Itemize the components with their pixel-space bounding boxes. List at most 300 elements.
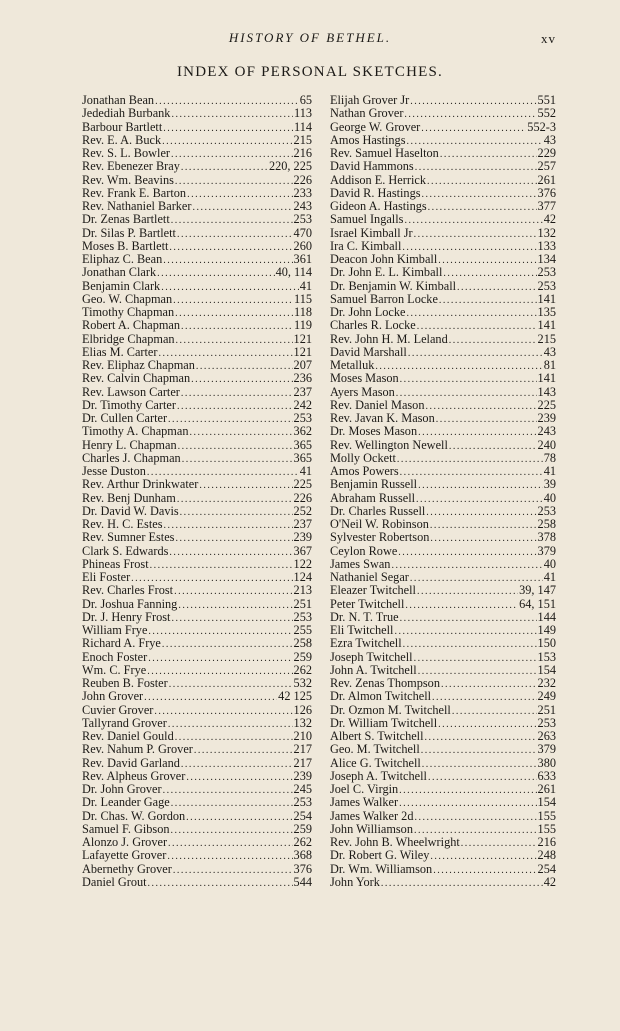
- entry-page: 132: [293, 715, 312, 730]
- entry-name: David R. Hastings: [330, 185, 421, 200]
- dot-leader: [148, 625, 292, 638]
- index-entry: [330, 160, 556, 173]
- entry-page: 361: [293, 252, 312, 266]
- dot-leader: [178, 440, 293, 453]
- dot-leader: [430, 519, 537, 532]
- entry-name: Ceylon Rowe: [330, 543, 398, 558]
- index-entry: [82, 836, 312, 849]
- entry-name: Eleazer Twitchell: [330, 583, 416, 598]
- dot-leader: [175, 307, 293, 320]
- dot-leader: [461, 837, 537, 850]
- entry-name: John A. Twitchell: [330, 662, 417, 677]
- entry-name: George W. Grover: [330, 119, 421, 134]
- entry-name: Moses B. Bartlett: [82, 238, 169, 253]
- entry-page: 253: [537, 503, 556, 518]
- entry-name: Deacon John Kimball: [330, 252, 438, 266]
- index-entry: [330, 863, 556, 876]
- index-entry: [82, 121, 312, 134]
- entry-page: 257: [537, 159, 556, 174]
- index-entry: [82, 293, 312, 306]
- dot-leader: [181, 161, 268, 174]
- index-entry: [330, 545, 556, 558]
- dot-leader: [443, 267, 536, 280]
- dot-leader: [408, 347, 543, 360]
- index-entry: [82, 743, 312, 756]
- entry-page: 237: [293, 384, 312, 399]
- entry-name: Dr. Zenas Bartlett: [82, 212, 170, 227]
- dot-leader: [191, 373, 292, 386]
- dot-leader: [162, 135, 292, 148]
- dot-leader: [171, 612, 292, 625]
- entry-page: 115: [294, 291, 312, 306]
- dot-leader: [398, 546, 536, 559]
- entry-name: O'Neil W. Robinson: [330, 517, 429, 531]
- index-column-left: [82, 94, 312, 889]
- entry-page: 633: [537, 768, 556, 783]
- entry-page: 225: [293, 477, 312, 492]
- index-entry: [82, 796, 312, 809]
- entry-name: Rev. Sumner Estes: [82, 530, 175, 545]
- dot-leader: [163, 254, 292, 267]
- entry-page: 260: [293, 238, 312, 253]
- entry-page: 78: [543, 450, 556, 465]
- entry-page: 253: [293, 609, 312, 624]
- entry-name: Jonathan Clark: [82, 265, 157, 280]
- index-entry: [330, 637, 556, 650]
- entry-page: 252: [293, 503, 312, 518]
- entry-page: 263: [537, 729, 556, 743]
- index-entry: [82, 134, 312, 147]
- entry-page: 43: [543, 344, 556, 359]
- index-entry: [330, 240, 556, 253]
- dot-leader: [193, 201, 293, 214]
- entry-name: Timothy A. Chapman: [82, 424, 189, 439]
- entry-name: Rev. Arthur Drinkwater: [82, 477, 199, 492]
- entry-page: 149: [537, 623, 556, 637]
- index-entry: [82, 651, 312, 664]
- entry-name: William Frye: [82, 623, 148, 637]
- entry-name: Samuel Ingalls: [330, 212, 404, 227]
- entry-name: Phineas Frost: [82, 556, 149, 571]
- entry-page: 64, 151: [519, 596, 556, 611]
- dot-leader: [173, 864, 293, 877]
- entry-page: 41: [299, 464, 312, 478]
- entry-page: 39, 147: [519, 583, 556, 598]
- running-head: [0, 30, 620, 48]
- entry-name: Molly Ockett: [330, 450, 396, 465]
- index-entry: [82, 690, 312, 703]
- entry-page: 253: [537, 278, 556, 293]
- entry-page: 216: [537, 835, 556, 849]
- index-entry: [82, 107, 312, 120]
- entry-name: Ayers Mason: [330, 384, 395, 399]
- index-entry: [82, 677, 312, 690]
- index-entry: [330, 372, 556, 385]
- index-column-right: [330, 94, 556, 889]
- entry-name: Rev. Charles Frost: [82, 583, 174, 598]
- index-entry: [82, 412, 312, 425]
- entry-page: 261: [537, 782, 556, 796]
- entry-name: Lafayette Grover: [82, 848, 167, 863]
- dot-leader: [168, 837, 293, 850]
- entry-page: 376: [293, 861, 312, 876]
- entry-name: Dr. Almon Twitchell: [330, 689, 432, 704]
- dot-leader: [399, 784, 536, 797]
- entry-page: 39: [543, 477, 556, 492]
- index-entry: [330, 783, 556, 796]
- index-entry: [82, 253, 312, 266]
- index-entry: [330, 266, 556, 279]
- index-entry: [330, 452, 556, 465]
- entry-page: 365: [293, 437, 312, 452]
- entry-name: Rev. Ebenezer Bray: [82, 159, 180, 174]
- entry-name: Albert S. Twitchell: [330, 729, 424, 743]
- index-entry: [82, 783, 312, 796]
- index-entry: [82, 333, 312, 346]
- index-entry: [82, 757, 312, 770]
- entry-name: Charles R. Locke: [330, 318, 416, 333]
- index-entry: [82, 863, 312, 876]
- entry-page: 126: [293, 702, 312, 717]
- dot-leader: [171, 797, 293, 810]
- entry-name: Jonathan Bean: [82, 93, 155, 107]
- index-entry: [330, 810, 556, 823]
- dot-leader: [189, 426, 292, 439]
- dot-leader: [163, 122, 293, 135]
- entry-name: Clark S. Edwards: [82, 543, 169, 558]
- dot-leader: [410, 95, 536, 108]
- entry-name: Rev. S. L. Bowler: [82, 146, 171, 160]
- entry-page: 215: [293, 132, 312, 147]
- index-entry: [330, 518, 556, 531]
- index-entry: [82, 571, 312, 584]
- dot-leader: [417, 585, 518, 598]
- entry-name: Rev. Javan K. Mason: [330, 411, 435, 425]
- entry-name: Israel Kimball Jr: [330, 225, 413, 240]
- entry-page: 261: [537, 172, 556, 187]
- entry-page: 144: [537, 609, 556, 624]
- entry-name: Rev. Wm. Beavins: [82, 172, 174, 187]
- entry-name: Dr. John E. L. Kimball: [330, 265, 443, 280]
- entry-name: Joel C. Virgin: [330, 782, 399, 796]
- index-entry: [330, 346, 556, 359]
- entry-page: 65: [299, 93, 312, 107]
- entry-page: 253: [293, 411, 312, 425]
- dot-leader: [452, 705, 537, 718]
- index-entry: [330, 200, 556, 213]
- index-entry: [82, 704, 312, 717]
- dot-leader: [438, 718, 536, 731]
- entry-page: 237: [293, 517, 312, 531]
- entry-page: 253: [293, 795, 312, 810]
- entry-page: 255: [293, 623, 312, 637]
- entry-name: Abernethy Grover: [82, 861, 172, 876]
- entry-page: 119: [294, 318, 312, 333]
- index-entry: [330, 333, 556, 346]
- entry-page: 367: [293, 543, 312, 558]
- entry-name: James Walker 2d: [330, 808, 414, 823]
- page-number: xv: [541, 31, 556, 46]
- index-entry: [330, 253, 556, 266]
- dot-leader: [148, 652, 292, 665]
- index-entry: [82, 505, 312, 518]
- index-entry: [330, 690, 556, 703]
- index-entry: [330, 187, 556, 200]
- dot-leader: [404, 108, 536, 121]
- dot-leader: [433, 864, 536, 877]
- index-entry: [82, 346, 312, 359]
- entry-page: 40: [543, 490, 556, 505]
- index-entry: [82, 730, 312, 743]
- dot-leader: [181, 320, 293, 333]
- dot-leader: [177, 493, 293, 506]
- entry-name: James Walker: [330, 795, 399, 810]
- entry-page: 220, 225: [268, 159, 312, 174]
- entry-name: Dr. Cullen Carter: [82, 411, 168, 425]
- dot-leader: [182, 453, 293, 466]
- dot-leader: [177, 228, 293, 241]
- dot-leader: [441, 678, 537, 691]
- dot-leader: [457, 281, 537, 294]
- dot-leader: [427, 175, 537, 188]
- dot-leader: [440, 148, 537, 161]
- entry-page: 134: [537, 252, 556, 266]
- entry-name: Geo. W. Chapman: [82, 291, 173, 306]
- index-entry: [82, 200, 312, 213]
- dot-leader: [400, 373, 537, 386]
- entry-name: Alonzo J. Grover: [82, 835, 168, 849]
- index-entry: [330, 730, 556, 743]
- entry-name: Rev. Calvin Chapman: [82, 371, 191, 386]
- entry-name: Abraham Russell: [330, 490, 416, 505]
- entry-page: 379: [537, 543, 556, 558]
- index-entry: [82, 849, 312, 862]
- index-entry: [330, 717, 556, 730]
- entry-page: 253: [293, 212, 312, 227]
- entry-name: Rev. Wellington Newell: [330, 437, 448, 452]
- index-entry: [330, 121, 556, 134]
- entry-name: Eli Twitchell: [330, 623, 394, 637]
- entry-page: 210: [293, 729, 312, 743]
- entry-page: 42: [543, 212, 556, 227]
- entry-name: Dr. Silas P. Bartlett: [82, 225, 176, 240]
- entry-name: Sylvester Robertson: [330, 530, 430, 545]
- entry-page: 254: [293, 808, 312, 823]
- entry-page: 141: [537, 318, 556, 333]
- entry-page: 262: [293, 662, 312, 677]
- dot-leader: [406, 307, 536, 320]
- dot-leader: [449, 334, 537, 347]
- entry-name: Dr. Moses Mason: [330, 424, 418, 439]
- entry-page: 251: [293, 596, 312, 611]
- dot-leader: [150, 559, 293, 572]
- entry-page: 262: [293, 835, 312, 849]
- index-entry: [330, 704, 556, 717]
- entry-name: Joseph Twitchell: [330, 649, 413, 664]
- entry-page: 133: [537, 238, 556, 253]
- dot-leader: [397, 453, 543, 466]
- dot-leader: [414, 228, 537, 241]
- entry-name: Rev. E. A. Buck: [82, 132, 162, 147]
- entry-name: Amos Hastings: [330, 132, 406, 147]
- dot-leader: [176, 334, 293, 347]
- entry-page: 248: [537, 848, 556, 863]
- entry-page: 41: [543, 464, 556, 478]
- entry-name: Peter Twitchell: [330, 596, 405, 611]
- entry-page: 245: [293, 782, 312, 796]
- entry-name: Charles J. Chapman: [82, 450, 181, 465]
- dot-leader: [403, 638, 537, 651]
- entry-page: 154: [537, 795, 556, 810]
- entry-page: 376: [537, 185, 556, 200]
- index-entry: [330, 664, 556, 677]
- entry-name: Samuel Barron Locke: [330, 291, 438, 306]
- entry-name: James Swan: [330, 556, 391, 571]
- dot-leader: [180, 506, 293, 519]
- entry-page: 532: [293, 676, 312, 690]
- entry-name: Alice G. Twitchell: [330, 755, 421, 770]
- entry-page: 143: [537, 384, 556, 399]
- entry-page: 259: [293, 649, 312, 664]
- dot-leader: [425, 731, 537, 744]
- index-entry: [82, 823, 312, 836]
- entry-page: 377: [537, 199, 556, 213]
- index-entry: [82, 558, 312, 571]
- entry-page: 43: [543, 132, 556, 147]
- entry-name: Geo. M. Twitchell: [330, 742, 420, 757]
- index-entry: [82, 425, 312, 438]
- entry-name: Jesse Duston: [82, 464, 146, 478]
- dot-leader: [422, 188, 537, 201]
- entry-page: 225: [537, 397, 556, 412]
- index-entry: [330, 306, 556, 319]
- entry-name: John Grover: [82, 689, 144, 704]
- entry-page: 239: [293, 768, 312, 783]
- index-entry: [330, 107, 556, 120]
- index-entry: [330, 876, 556, 889]
- index-entry: [330, 293, 556, 306]
- index-entry: [82, 94, 312, 107]
- index-entry: [82, 160, 312, 173]
- entry-page: 240: [537, 437, 556, 452]
- entry-page: 368: [293, 848, 312, 863]
- entry-name: Amos Powers: [330, 464, 399, 478]
- index-entry: [82, 465, 312, 478]
- entry-page: 132: [537, 225, 556, 240]
- index-entry: [82, 399, 312, 412]
- dot-leader: [161, 281, 298, 294]
- entry-name: Rev. John H. M. Leland: [330, 331, 448, 346]
- dot-leader: [381, 877, 543, 890]
- entry-name: Moses Mason: [330, 371, 399, 386]
- index-entry: [330, 598, 556, 611]
- entry-name: Addison E. Herrick: [330, 172, 426, 187]
- dot-leader: [415, 161, 537, 174]
- entry-name: Rev. Daniel Mason: [330, 397, 425, 412]
- entry-name: Dr. David W. Davis: [82, 503, 179, 518]
- dot-leader: [169, 546, 292, 559]
- entry-name: Joseph A. Twitchell: [330, 768, 427, 783]
- dot-leader: [426, 506, 536, 519]
- entry-page: 113: [294, 106, 312, 121]
- index-entry: [82, 876, 312, 889]
- entry-name: Daniel Grout: [82, 874, 147, 889]
- entry-name: Ezra Twitchell: [330, 636, 402, 651]
- dot-leader: [400, 612, 537, 625]
- index-entry: [330, 796, 556, 809]
- index-entry: [82, 266, 312, 279]
- entry-page: 380: [537, 755, 556, 770]
- entry-page: 253: [537, 715, 556, 730]
- index-entry: [82, 280, 312, 293]
- entry-name: David Hammons: [330, 159, 414, 174]
- entry-name: Robert A. Chapman: [82, 318, 181, 333]
- dot-leader: [428, 201, 537, 214]
- index-entry: [82, 584, 312, 597]
- entry-page: 365: [293, 450, 312, 465]
- index-entry: [82, 386, 312, 399]
- index-entry: [330, 134, 556, 147]
- index-entry: [82, 598, 312, 611]
- entry-page: 239: [537, 411, 556, 425]
- index-entry: [82, 372, 312, 385]
- entry-name: Enoch Foster: [82, 649, 148, 664]
- dot-leader: [169, 678, 293, 691]
- index-entry: [330, 823, 556, 836]
- dot-leader: [399, 797, 536, 810]
- index-entry: [82, 810, 312, 823]
- entry-page: 379: [537, 742, 556, 757]
- index-entry: [330, 465, 556, 478]
- entry-name: Rev. David Garland: [82, 755, 180, 770]
- entry-page: 254: [537, 861, 556, 876]
- index-entry: [330, 227, 556, 240]
- index-entry: [330, 439, 556, 452]
- index-entry: [330, 280, 556, 293]
- entry-page: 249: [537, 689, 556, 704]
- entry-name: Elijah Grover Jr: [330, 93, 410, 107]
- entry-name: Nathan Grover: [330, 106, 404, 121]
- entry-name: Benjamin Russell: [330, 477, 418, 492]
- index-entry: [330, 558, 556, 571]
- entry-name: Reuben B. Foster: [82, 676, 168, 690]
- dot-leader: [177, 400, 293, 413]
- running-title: HISTORY OF BETHEL.: [228, 30, 392, 45]
- entry-name: Dr. Timothy Carter: [82, 397, 176, 412]
- dot-leader: [173, 294, 293, 307]
- index-entry: [82, 664, 312, 677]
- index-entry: [330, 147, 556, 160]
- dot-leader: [430, 532, 536, 545]
- entry-page: 207: [293, 358, 312, 372]
- entry-name: Dr. Charles Russell: [330, 503, 426, 518]
- index-entry: [82, 306, 312, 319]
- index-entry: [82, 492, 312, 505]
- index-entry: [330, 584, 556, 597]
- index-entry: [82, 147, 312, 160]
- entry-page: 226: [293, 490, 312, 505]
- index-entry: [82, 770, 312, 783]
- dot-leader: [187, 188, 292, 201]
- index-entry: [330, 611, 556, 624]
- entry-name: Dr. John Locke: [330, 305, 406, 319]
- index-entry: [330, 677, 556, 690]
- entry-page: 552-3: [527, 119, 556, 134]
- index-entry: [82, 611, 312, 624]
- entry-page: 42: [543, 874, 556, 889]
- entry-page: 229: [537, 146, 556, 160]
- dot-leader: [421, 122, 526, 135]
